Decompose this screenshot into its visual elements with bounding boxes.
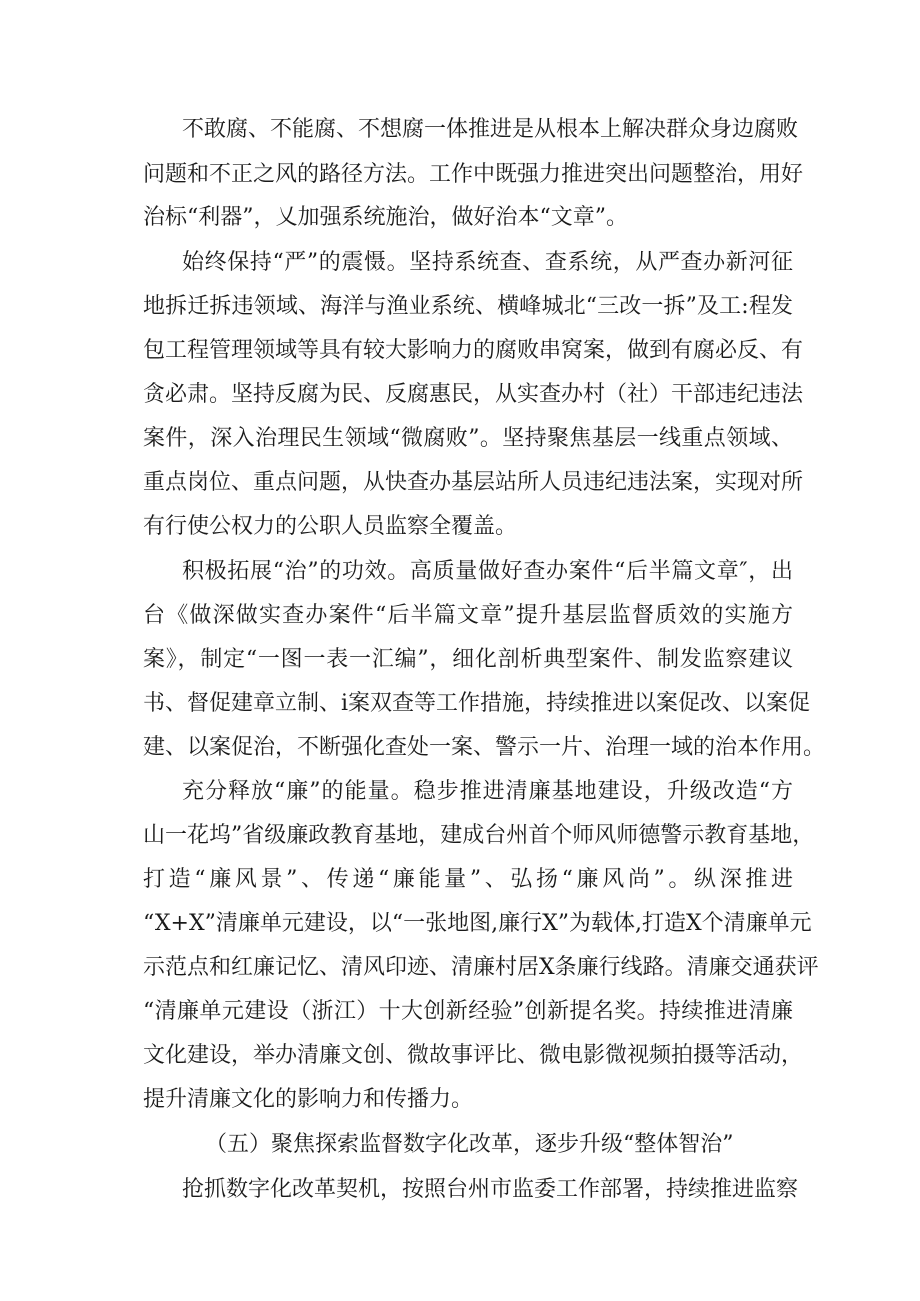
- paragraph-3-line-4: 书、督促建章立制、i案双查等工作措施，持续推进以案促改、以案促: [143, 691, 811, 716]
- paragraph-2-line-2: 地拆迁拆违领域、海洋与渔业系统、横峰城北“三改一拆”及工:程发: [143, 294, 793, 319]
- paragraph-3-line-2: 台《做深做实查办案件“后半篇文章”提升基层监督质效的实施方: [143, 603, 793, 628]
- paragraph-4-line-1: 充分释放“廉”的能量。稳步推进清廉基地建设，升级改造“方: [182, 779, 793, 804]
- paragraph-1-line-2: 问题和不正之风的路径方法。工作中既强力推进突出问题整治，用好: [143, 162, 804, 187]
- paragraph-4-line-6: “清廉单元建设（浙江）十大创新经验”创新提名奖。持续推进清廉: [143, 999, 793, 1024]
- paragraph-4-line-2: 山一花坞”省级廉政教育基地，建成台州首个师风师德警示教育基地，: [143, 823, 815, 848]
- paragraph-4-line-7: 文化建设，举办清廉文创、微故事评比、微电影微视频拍摄等活动，: [143, 1043, 804, 1068]
- section-heading: （五）聚焦探索监督数字化改革，逐步升级“整体智治”: [205, 1132, 734, 1157]
- paragraph-2-line-5: 案件，深入治理民生领域“微腐败”。坚持聚焦基层一线重点领域、: [143, 426, 793, 451]
- paragraph-2-line-6: 重点岗位、重点问题，从快查办基层站所人员违纪违法案，实现对所: [143, 470, 804, 495]
- paragraph-1-line-3: 治标“利器”，乂加强系统施治，做好治本“文章”。: [143, 205, 628, 230]
- paragraph-2-line-3: 包工程管理领域等具有较大影响力的腐败串窝案，做到有腐必反、有: [143, 338, 804, 363]
- paragraph-2-line-4: 贪必肃。坚持反腐为民、反腐惠民，从实查办村（社）干部违纪违法: [143, 382, 804, 407]
- paragraph-4-line-8: 提升清廉文化的影响力和传播力。: [143, 1087, 474, 1112]
- paragraph-3-line-1: 积极拓展“治”的功效。高质量做好查办案件“后半篇文章″，出: [182, 559, 793, 584]
- paragraph-1-line-1: 不敢腐、不能腐、不想腐一体推进是从根本上解决群众身边腐败: [182, 117, 799, 142]
- paragraph-4-line-5: 示范点和红廉记忆、清风印迹、清廉村居X条廉行线路。清廉交通获评: [143, 955, 819, 980]
- paragraph-4-line-4: “X+X”清廉单元建设，以“一张地图,廉行X”为载体,打造X个清廉单元: [143, 911, 812, 936]
- paragraph-2-line-7: 有行使公权力的公职人员监察全覆盖。: [143, 514, 518, 539]
- paragraph-2-line-1: 始终保持“严”的震慑。坚持系统查、查系统，从严查办新河征: [182, 250, 793, 275]
- paragraph-4-line-3: 打造“廉风景”、传递“廉能量”、弘扬“廉风尚”。纵深推进: [143, 867, 793, 892]
- paragraph-3-line-5: 建、以案促治，不断强化查处一案、警示一片、治理一域的治本作用。: [143, 735, 826, 760]
- paragraph-5-line-1: 抢抓数字化改革契机，按照台州市监委工作部署，持续推进监察: [182, 1177, 799, 1202]
- paragraph-3-line-3: 案》，制定“一图一表一汇编”，细化剖析典型案件、制发监察建议: [143, 647, 793, 672]
